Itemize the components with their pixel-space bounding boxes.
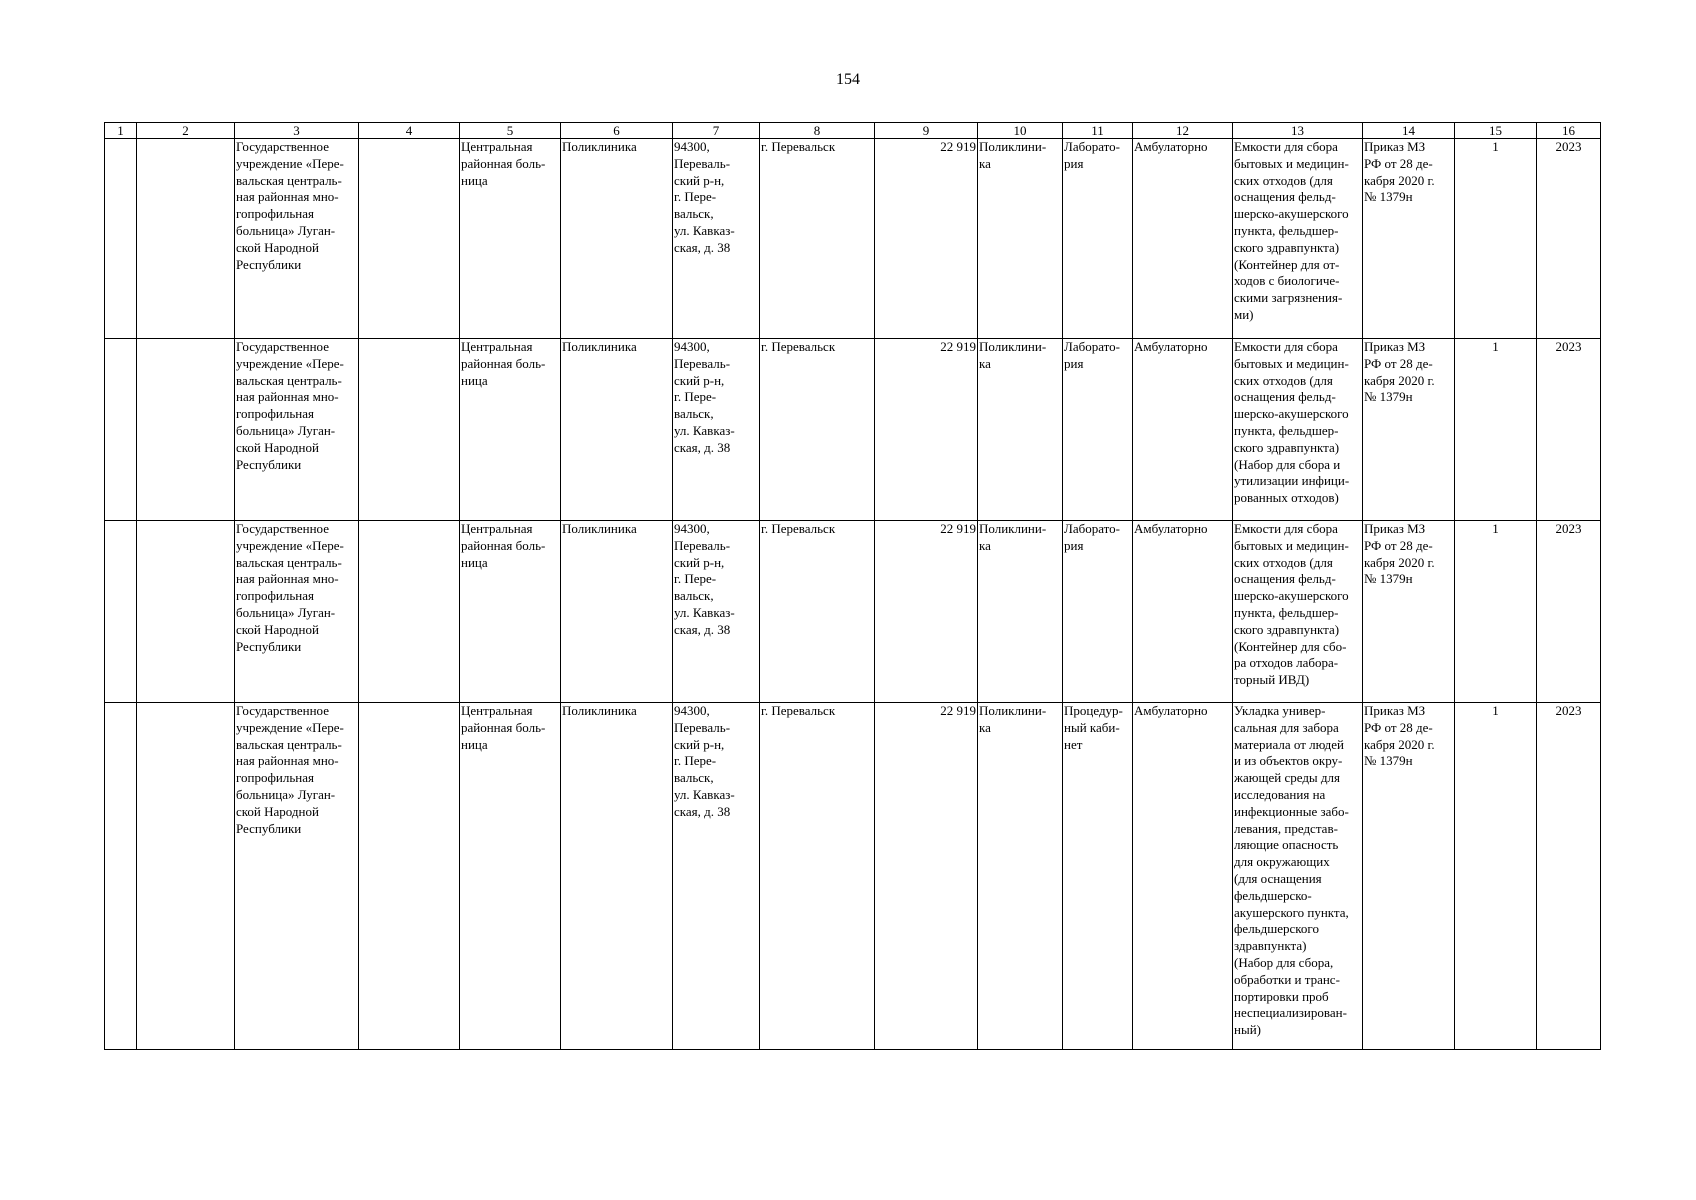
cell-col4 bbox=[359, 703, 460, 1050]
column-number: 14 bbox=[1363, 123, 1455, 139]
cell-col2 bbox=[137, 703, 235, 1050]
cell-quantity: 1 bbox=[1455, 339, 1537, 521]
cell-quantity: 1 bbox=[1455, 139, 1537, 339]
cell-room: Лаборато- рия bbox=[1063, 521, 1133, 703]
cell-address: 94300, Переваль- ский р-н, г. Пере- вальск, ул. Кавказ- ская, д. 38 bbox=[673, 703, 760, 1050]
column-number: 8 bbox=[760, 123, 875, 139]
cell-address: 94300, Переваль- ский р-н, г. Пере- вальск, ул. Кавказ- ская, д. 38 bbox=[673, 339, 760, 521]
cell-equipment: Емкости для сбора бытовых и медицин- ских отходов (для оснащения фельд- шерско-акушерского пункта, фельдшер- ского здравпункта) (Набор для сбора и утилизации инфици- рованных отходов) bbox=[1233, 339, 1363, 521]
cell-year: 2023 bbox=[1537, 703, 1601, 1050]
data-table bbox=[104, 122, 1601, 1050]
cell-population: 22 919 bbox=[875, 521, 978, 703]
column-number: 10 bbox=[978, 123, 1063, 139]
cell-year: 2023 bbox=[1537, 339, 1601, 521]
cell-col2 bbox=[137, 339, 235, 521]
cell-unit: Поликлиника bbox=[561, 703, 673, 1050]
cell-col1 bbox=[105, 139, 137, 339]
cell-order: Приказ МЗ РФ от 28 де- кабря 2020 г. № 1379н bbox=[1363, 139, 1455, 339]
cell-city: г. Перевальск bbox=[760, 339, 875, 521]
cell-city: г. Перевальск bbox=[760, 521, 875, 703]
cell-order: Приказ МЗ РФ от 28 де- кабря 2020 г. № 1379н bbox=[1363, 703, 1455, 1050]
column-number: 1 bbox=[105, 123, 137, 139]
cell-department: Поликлини- ка bbox=[978, 139, 1063, 339]
cell-address: 94300, Переваль- ский р-н, г. Пере- вальск, ул. Кавказ- ская, д. 38 bbox=[673, 521, 760, 703]
table-row bbox=[105, 703, 1601, 1050]
cell-type: Центральная районная боль- ница bbox=[460, 139, 561, 339]
cell-year: 2023 bbox=[1537, 521, 1601, 703]
cell-city: г. Перевальск bbox=[760, 703, 875, 1050]
cell-type: Центральная районная боль- ница bbox=[460, 703, 561, 1050]
cell-mode: Амбулаторно bbox=[1133, 339, 1233, 521]
cell-col2 bbox=[137, 139, 235, 339]
cell-population: 22 919 bbox=[875, 339, 978, 521]
cell-type: Центральная районная боль- ница bbox=[460, 339, 561, 521]
cell-equipment: Емкости для сбора бытовых и медицин- ских отходов (для оснащения фельд- шерско-акушерского пункта, фельдшер- ского здравпункта) (Контейнер для от- ходов с биологиче- скими загрязнения- ми) bbox=[1233, 139, 1363, 339]
cell-year: 2023 bbox=[1537, 139, 1601, 339]
cell-quantity: 1 bbox=[1455, 521, 1537, 703]
column-number-row bbox=[105, 123, 1601, 139]
column-number: 12 bbox=[1133, 123, 1233, 139]
table-row bbox=[105, 139, 1601, 339]
cell-col4 bbox=[359, 521, 460, 703]
cell-mode: Амбулаторно bbox=[1133, 521, 1233, 703]
column-number: 7 bbox=[673, 123, 760, 139]
cell-col1 bbox=[105, 521, 137, 703]
cell-institution: Государственное учреждение «Пере- вальская централь- ная районная мно- гопрофильная больница» Луган- ской Народной Республики bbox=[235, 521, 359, 703]
cell-unit: Поликлиника bbox=[561, 521, 673, 703]
cell-type: Центральная районная боль- ница bbox=[460, 521, 561, 703]
cell-department: Поликлини- ка bbox=[978, 339, 1063, 521]
column-number: 6 bbox=[561, 123, 673, 139]
cell-address: 94300, Переваль- ский р-н, г. Пере- вальск, ул. Кавказ- ская, д. 38 bbox=[673, 139, 760, 339]
cell-population: 22 919 bbox=[875, 703, 978, 1050]
column-number: 3 bbox=[235, 123, 359, 139]
cell-city: г. Перевальск bbox=[760, 139, 875, 339]
column-number: 15 bbox=[1455, 123, 1537, 139]
cell-col4 bbox=[359, 339, 460, 521]
cell-room: Лаборато- рия bbox=[1063, 339, 1133, 521]
column-number: 16 bbox=[1537, 123, 1601, 139]
cell-order: Приказ МЗ РФ от 28 де- кабря 2020 г. № 1379н bbox=[1363, 339, 1455, 521]
cell-mode: Амбулаторно bbox=[1133, 139, 1233, 339]
cell-unit: Поликлиника bbox=[561, 339, 673, 521]
column-number: 4 bbox=[359, 123, 460, 139]
column-number: 13 bbox=[1233, 123, 1363, 139]
page-number: 154 bbox=[836, 71, 860, 88]
table-row bbox=[105, 339, 1601, 521]
cell-institution: Государственное учреждение «Пере- вальская централь- ная районная мно- гопрофильная больница» Луган- ской Народной Республики bbox=[235, 139, 359, 339]
column-number: 11 bbox=[1063, 123, 1133, 139]
cell-order: Приказ МЗ РФ от 28 де- кабря 2020 г. № 1379н bbox=[1363, 521, 1455, 703]
cell-col1 bbox=[105, 339, 137, 521]
cell-equipment: Емкости для сбора бытовых и медицин- ских отходов (для оснащения фельд- шерско-акушерского пункта, фельдшер- ского здравпункта) (Контейнер для сбо- ра отходов лабора- торный ИВД) bbox=[1233, 521, 1363, 703]
cell-institution: Государственное учреждение «Пере- вальская централь- ная районная мно- гопрофильная больница» Луган- ской Народной Республики bbox=[235, 339, 359, 521]
cell-department: Поликлини- ка bbox=[978, 703, 1063, 1050]
column-number: 2 bbox=[137, 123, 235, 139]
cell-unit: Поликлиника bbox=[561, 139, 673, 339]
cell-institution: Государственное учреждение «Пере- вальская централь- ная районная мно- гопрофильная больница» Луган- ской Народной Республики bbox=[235, 703, 359, 1050]
cell-equipment: Укладка универ- сальная для забора материала от людей и из объектов окру- жающей среды для исследования на инфекционные забо- левания, представ- ляющие опасность для окружающих (для оснащения фельдшерско- акушерского пункта, фельдшерского здравпункта) (Набор для сбора, обработки и транс- портировки проб неспециализирован- ный) bbox=[1233, 703, 1363, 1050]
cell-room: Лаборато- рия bbox=[1063, 139, 1133, 339]
cell-quantity: 1 bbox=[1455, 703, 1537, 1050]
cell-department: Поликлини- ка bbox=[978, 521, 1063, 703]
cell-mode: Амбулаторно bbox=[1133, 703, 1233, 1050]
cell-room: Процедур- ный каби- нет bbox=[1063, 703, 1133, 1050]
column-number: 9 bbox=[875, 123, 978, 139]
cell-population: 22 919 bbox=[875, 139, 978, 339]
column-number: 5 bbox=[460, 123, 561, 139]
cell-col2 bbox=[137, 521, 235, 703]
cell-col1 bbox=[105, 703, 137, 1050]
table-row bbox=[105, 521, 1601, 703]
cell-col4 bbox=[359, 139, 460, 339]
